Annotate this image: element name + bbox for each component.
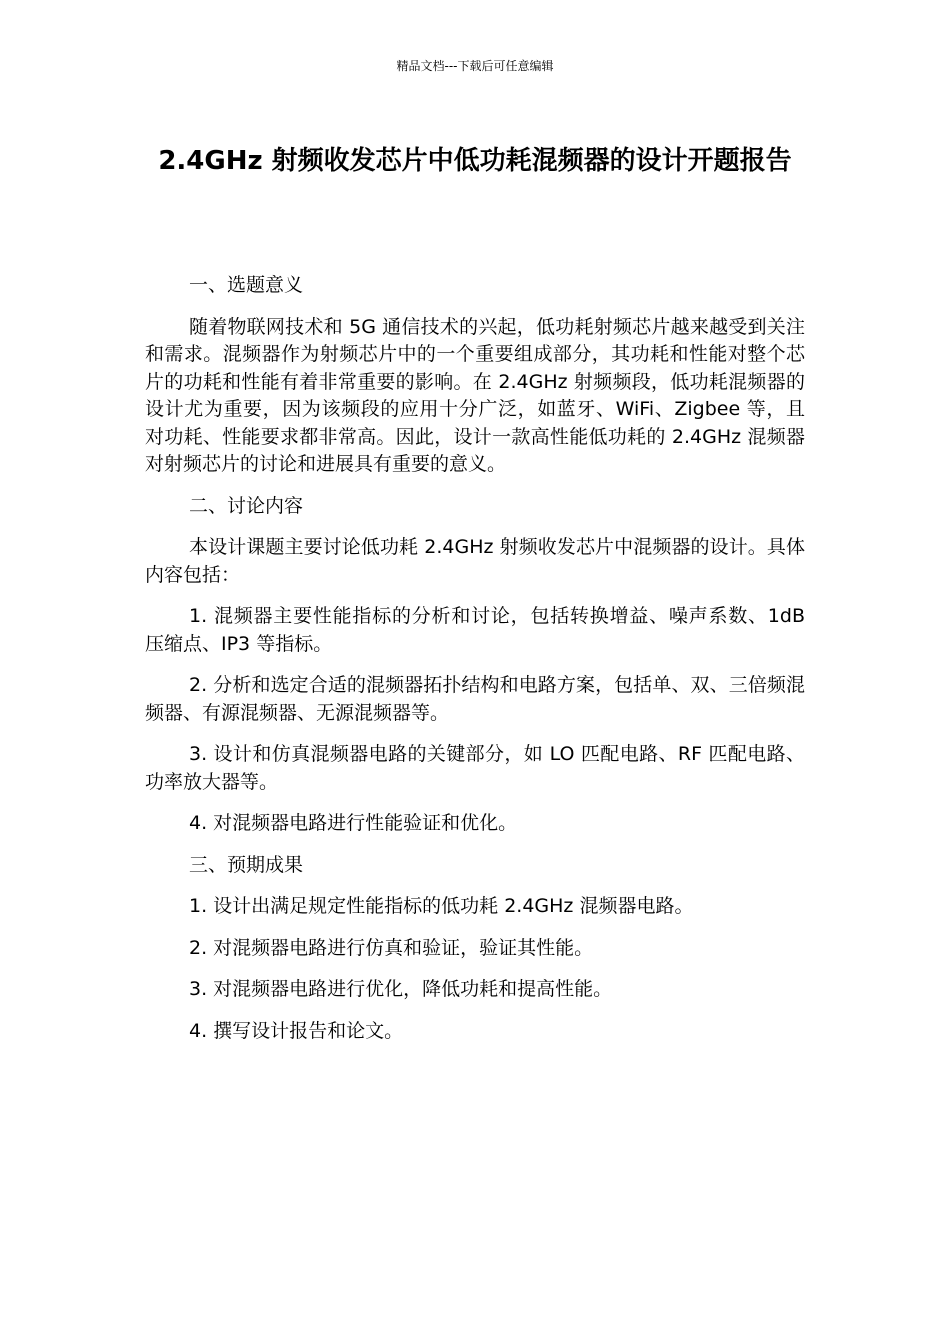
document-body bbox=[145, 272, 805, 1059]
research-item: 3. 设计和仿真混频器电路的关键部分，如 LO 匹配电路、RF 匹配电路、功率放大器等。 bbox=[145, 743, 805, 793]
result-item: 1. 设计出满足规定性能指标的低功耗 2.4GHz 混频器电路。 bbox=[189, 895, 694, 917]
document-title: 2.4GHz 射频收发芯片中低功耗混频器的设计开题报告 bbox=[158, 146, 792, 176]
section-heading-research-content: 二、讨论内容 bbox=[189, 494, 304, 517]
section-heading-expected-results: 三、预期成果 bbox=[189, 853, 304, 876]
significance-paragraph: 随着物联网技术和 5G 通信技术的兴起，低功耗射频芯片越来越受到关注和需求。混频器作为射频芯片中的一个重要组成部分，其功耗和性能对整个芯片的功耗和性能有着非常重要的影响。在 2.4GHz 射频频段，低功耗混频器的设计尤为重要，因为该频段的应用十分广泛，如蓝牙、WiFi、Zigbee 等，且对功耗、性能要求都非常高。因此，设计一款高性能低功耗的 2.4GHz 混频器对射频芯片的讨论和进展具有重要的意义。 bbox=[145, 315, 805, 475]
result-item: 4. 撰写设计报告和论文。 bbox=[189, 1019, 404, 1042]
research-item: 2. 分析和选定合适的混频器拓扑结构和电路方案，包括单、双、三倍频混频器、有源混频器、无源混频器等。 bbox=[145, 674, 805, 724]
research-item: 1. 混频器主要性能指标的分析和讨论，包括转换增益、噪声系数、1dB 压缩点、IP3 等指标。 bbox=[145, 605, 805, 655]
section-heading-significance: 一、选题意义 bbox=[189, 274, 304, 296]
research-intro-paragraph: 本设计课题主要讨论低功耗 2.4GHz 射频收发芯片中混频器的设计。具体内容包括： bbox=[145, 536, 805, 586]
research-item: 4. 对混频器电路进行性能验证和优化。 bbox=[189, 812, 518, 834]
header-note: 精品文档---下载后可任意编辑 bbox=[396, 59, 554, 73]
result-item: 3. 对混频器电路进行优化，降低功耗和提高性能。 bbox=[189, 978, 613, 1000]
result-item: 2. 对混频器电路进行仿真和验证，验证其性能。 bbox=[189, 936, 594, 959]
